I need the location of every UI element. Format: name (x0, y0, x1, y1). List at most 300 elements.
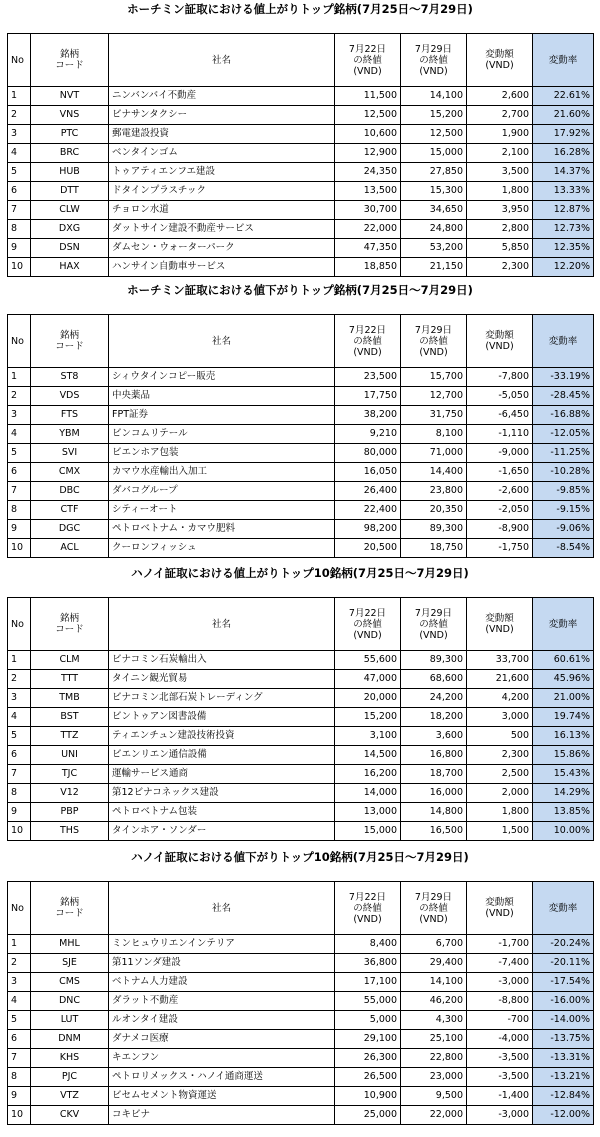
cell-stock-code: TTT (31, 670, 109, 689)
table-row (8, 1068, 594, 1087)
cell-close-jul29: 12,500 (401, 125, 467, 144)
cell-close-jul22: 5,000 (335, 1011, 401, 1030)
table-row (8, 144, 594, 163)
cell-row-number: 9 (8, 803, 31, 822)
cell-change-amount: 1,800 (467, 182, 533, 201)
column-header-company-name: 社名 (109, 315, 335, 368)
cell-company-name: タインホア・ソンダー (109, 822, 335, 841)
cell-company-name: ビナコミン北部石炭トレーディング (109, 689, 335, 708)
cell-close-jul22: 26,500 (335, 1068, 401, 1087)
cell-row-number: 1 (8, 87, 31, 106)
cell-company-name: ビントゥアン図書設備 (109, 708, 335, 727)
cell-change-amount: -1,750 (467, 539, 533, 558)
cell-close-jul29: 14,800 (401, 803, 467, 822)
cell-stock-code: MHL (31, 935, 109, 954)
cell-close-jul22: 30,700 (335, 201, 401, 220)
cell-change-rate: -13.75% (533, 1030, 594, 1049)
ranking-table (7, 597, 594, 841)
cell-change-rate: -16.00% (533, 992, 594, 1011)
cell-close-jul22: 36,800 (335, 954, 401, 973)
cell-change-rate: 12.73% (533, 220, 594, 239)
column-header-row-number: No (8, 315, 31, 368)
table-row (8, 106, 594, 125)
cell-change-rate: 60.61% (533, 651, 594, 670)
cell-change-rate: 22.61% (533, 87, 594, 106)
cell-change-amount: -3,000 (467, 973, 533, 992)
cell-change-rate: 13.33% (533, 182, 594, 201)
cell-company-name: ベンタインゴム (109, 144, 335, 163)
cell-change-rate: -12.84% (533, 1087, 594, 1106)
cell-stock-code: BRC (31, 144, 109, 163)
cell-change-rate: -28.45% (533, 387, 594, 406)
cell-company-name: ビセムセメント物資運送 (109, 1087, 335, 1106)
cell-change-rate: 21.60% (533, 106, 594, 125)
cell-company-name: ビエンリエン通信設備 (109, 746, 335, 765)
table-row (8, 803, 594, 822)
cell-change-rate: 12.20% (533, 258, 594, 277)
cell-row-number: 1 (8, 935, 31, 954)
cell-change-amount: 2,800 (467, 220, 533, 239)
column-header-stock-code: 銘柄 コード (31, 598, 109, 651)
cell-change-amount: -4,000 (467, 1030, 533, 1049)
cell-row-number: 4 (8, 425, 31, 444)
cell-close-jul22: 47,350 (335, 239, 401, 258)
cell-close-jul22: 10,900 (335, 1087, 401, 1106)
cell-close-jul29: 18,700 (401, 765, 467, 784)
cell-row-number: 10 (8, 539, 31, 558)
column-header-close-jul22: 7月22日 の終値 (VND) (335, 315, 401, 368)
cell-change-rate: 19.74% (533, 708, 594, 727)
cell-close-jul29: 3,600 (401, 727, 467, 746)
column-header-stock-code: 銘柄 コード (31, 34, 109, 87)
cell-close-jul22: 17,100 (335, 973, 401, 992)
cell-company-name: タイニン観光貿易 (109, 670, 335, 689)
cell-close-jul29: 71,000 (401, 444, 467, 463)
table-row (8, 425, 594, 444)
column-header-close-jul29: 7月29日 の終値 (VND) (401, 598, 467, 651)
cell-company-name: ハンサイン自動車サービス (109, 258, 335, 277)
cell-company-name: ペトロベトナム・カマウ肥料 (109, 520, 335, 539)
cell-company-name: ビエンホア包装 (109, 444, 335, 463)
cell-stock-code: KHS (31, 1049, 109, 1068)
cell-company-name: ダムセン・ウォーターパーク (109, 239, 335, 258)
cell-row-number: 1 (8, 368, 31, 387)
cell-row-number: 8 (8, 501, 31, 520)
cell-row-number: 7 (8, 482, 31, 501)
cell-change-amount: -3,500 (467, 1049, 533, 1068)
cell-change-rate: -11.25% (533, 444, 594, 463)
cell-row-number: 10 (8, 822, 31, 841)
column-header-close-jul29: 7月29日 の終値 (VND) (401, 882, 467, 935)
cell-close-jul29: 6,700 (401, 935, 467, 954)
table-row (8, 973, 594, 992)
cell-close-jul29: 46,200 (401, 992, 467, 1011)
cell-company-name: コキビナ (109, 1106, 335, 1125)
cell-change-amount: 5,850 (467, 239, 533, 258)
cell-company-name: ビナサンタクシー (109, 106, 335, 125)
column-header-change-amount: 変動額 (VND) (467, 315, 533, 368)
ranking-table (7, 881, 594, 1125)
cell-change-amount: 33,700 (467, 651, 533, 670)
cell-change-amount: -6,450 (467, 406, 533, 425)
cell-stock-code: DGC (31, 520, 109, 539)
cell-stock-code: CKV (31, 1106, 109, 1125)
cell-change-amount: -7,400 (467, 954, 533, 973)
cell-company-name: ペトロベトナム包装 (109, 803, 335, 822)
cell-change-rate: 21.00% (533, 689, 594, 708)
cell-company-name: FPT証券 (109, 406, 335, 425)
cell-change-rate: -9.85% (533, 482, 594, 501)
cell-change-amount: 2,300 (467, 746, 533, 765)
cell-stock-code: V12 (31, 784, 109, 803)
table-header-row (8, 315, 594, 368)
cell-change-rate: 16.13% (533, 727, 594, 746)
cell-company-name: ルオンタイ建設 (109, 1011, 335, 1030)
table-row (8, 406, 594, 425)
cell-close-jul22: 14,500 (335, 746, 401, 765)
cell-company-name: ベトナム人力建設 (109, 973, 335, 992)
cell-change-rate: 45.96% (533, 670, 594, 689)
cell-stock-code: TMB (31, 689, 109, 708)
table-row (8, 954, 594, 973)
cell-change-rate: -9.15% (533, 501, 594, 520)
cell-close-jul22: 55,600 (335, 651, 401, 670)
cell-row-number: 4 (8, 708, 31, 727)
cell-row-number: 6 (8, 746, 31, 765)
ranking-table (7, 33, 594, 277)
cell-row-number: 7 (8, 1049, 31, 1068)
cell-stock-code: SJE (31, 954, 109, 973)
cell-change-amount: 2,000 (467, 784, 533, 803)
cell-stock-code: VTZ (31, 1087, 109, 1106)
cell-close-jul22: 24,350 (335, 163, 401, 182)
cell-company-name: ビンコムリテール (109, 425, 335, 444)
cell-stock-code: UNI (31, 746, 109, 765)
cell-stock-code: BST (31, 708, 109, 727)
cell-row-number: 6 (8, 1030, 31, 1049)
cell-stock-code: CLM (31, 651, 109, 670)
cell-stock-code: NVT (31, 87, 109, 106)
table-row (8, 501, 594, 520)
cell-change-rate: -12.05% (533, 425, 594, 444)
cell-company-name: ダットサイン建設不動産サービス (109, 220, 335, 239)
column-header-change-rate: 変動率 (533, 882, 594, 935)
cell-change-rate: 10.00% (533, 822, 594, 841)
cell-stock-code: VDS (31, 387, 109, 406)
cell-change-rate: -10.28% (533, 463, 594, 482)
column-header-row-number: No (8, 34, 31, 87)
column-header-change-amount: 変動額 (VND) (467, 34, 533, 87)
cell-row-number: 2 (8, 387, 31, 406)
cell-stock-code: CLW (31, 201, 109, 220)
table-row (8, 1011, 594, 1030)
cell-stock-code: PJC (31, 1068, 109, 1087)
cell-change-rate: -8.54% (533, 539, 594, 558)
cell-row-number: 2 (8, 106, 31, 125)
cell-close-jul22: 10,600 (335, 125, 401, 144)
cell-close-jul29: 53,200 (401, 239, 467, 258)
cell-close-jul22: 55,000 (335, 992, 401, 1011)
cell-change-amount: -1,400 (467, 1087, 533, 1106)
cell-row-number: 5 (8, 163, 31, 182)
cell-row-number: 3 (8, 406, 31, 425)
cell-company-name: ビナコミン石炭輸出入 (109, 651, 335, 670)
cell-stock-code: ACL (31, 539, 109, 558)
cell-change-rate: 12.87% (533, 201, 594, 220)
cell-company-name: ダバコグループ (109, 482, 335, 501)
table-row (8, 784, 594, 803)
ranking-table (7, 314, 594, 558)
cell-close-jul29: 24,800 (401, 220, 467, 239)
table-row (8, 727, 594, 746)
cell-company-name: クーロンフィッシュ (109, 539, 335, 558)
cell-company-name: シィウタインコピー販売 (109, 368, 335, 387)
cell-row-number: 6 (8, 182, 31, 201)
cell-close-jul22: 11,500 (335, 87, 401, 106)
table-row (8, 182, 594, 201)
cell-row-number: 2 (8, 670, 31, 689)
column-header-stock-code: 銘柄 コード (31, 315, 109, 368)
cell-change-amount: 1,900 (467, 125, 533, 144)
cell-change-amount: 21,600 (467, 670, 533, 689)
section-title: ホーチミン証取における値上がりトップ銘柄(7月25日～7月29日) (127, 2, 473, 16)
cell-row-number: 5 (8, 727, 31, 746)
cell-close-jul29: 23,000 (401, 1068, 467, 1087)
table-row (8, 689, 594, 708)
cell-stock-code: LUT (31, 1011, 109, 1030)
cell-stock-code: SVI (31, 444, 109, 463)
cell-stock-code: HUB (31, 163, 109, 182)
cell-close-jul22: 13,000 (335, 803, 401, 822)
cell-change-amount: 2,300 (467, 258, 533, 277)
cell-stock-code: HAX (31, 258, 109, 277)
cell-close-jul29: 16,000 (401, 784, 467, 803)
cell-row-number: 2 (8, 954, 31, 973)
cell-close-jul29: 23,800 (401, 482, 467, 501)
cell-stock-code: PBP (31, 803, 109, 822)
cell-change-rate: -33.19% (533, 368, 594, 387)
cell-change-rate: -16.88% (533, 406, 594, 425)
cell-close-jul29: 89,300 (401, 520, 467, 539)
cell-change-amount: -3,500 (467, 1068, 533, 1087)
table-row (8, 765, 594, 784)
table-row (8, 1106, 594, 1125)
table-row (8, 708, 594, 727)
cell-company-name: ミンヒュウリエンインテリア (109, 935, 335, 954)
cell-close-jul22: 15,000 (335, 822, 401, 841)
cell-close-jul22: 18,850 (335, 258, 401, 277)
cell-row-number: 8 (8, 1068, 31, 1087)
cell-change-amount: 2,500 (467, 765, 533, 784)
cell-change-amount: 2,100 (467, 144, 533, 163)
cell-stock-code: PTC (31, 125, 109, 144)
cell-row-number: 3 (8, 973, 31, 992)
cell-close-jul22: 20,000 (335, 689, 401, 708)
cell-stock-code: DTT (31, 182, 109, 201)
cell-change-rate: -20.11% (533, 954, 594, 973)
column-header-close-jul22: 7月22日 の終値 (VND) (335, 882, 401, 935)
cell-row-number: 1 (8, 651, 31, 670)
cell-company-name: ニンバンバイ不動産 (109, 87, 335, 106)
cell-close-jul29: 14,100 (401, 973, 467, 992)
cell-change-amount: 500 (467, 727, 533, 746)
table-row (8, 822, 594, 841)
cell-company-name: シティーオート (109, 501, 335, 520)
cell-change-amount: -1,700 (467, 935, 533, 954)
cell-change-amount: -8,800 (467, 992, 533, 1011)
cell-row-number: 3 (8, 125, 31, 144)
cell-change-amount: 3,950 (467, 201, 533, 220)
cell-close-jul29: 15,700 (401, 368, 467, 387)
section-title: ハノイ証取における値下がりトップ10銘柄(7月25日～7月29日) (131, 850, 469, 864)
table-row (8, 163, 594, 182)
table-row (8, 1030, 594, 1049)
cell-close-jul29: 15,000 (401, 144, 467, 163)
table-row (8, 444, 594, 463)
cell-change-rate: -17.54% (533, 973, 594, 992)
cell-change-rate: 14.37% (533, 163, 594, 182)
cell-change-rate: 15.86% (533, 746, 594, 765)
cell-close-jul22: 9,210 (335, 425, 401, 444)
cell-close-jul29: 16,500 (401, 822, 467, 841)
table-row (8, 539, 594, 558)
cell-close-jul22: 13,500 (335, 182, 401, 201)
cell-close-jul29: 18,750 (401, 539, 467, 558)
table-row (8, 387, 594, 406)
cell-stock-code: DNC (31, 992, 109, 1011)
cell-close-jul22: 25,000 (335, 1106, 401, 1125)
cell-close-jul22: 26,300 (335, 1049, 401, 1068)
cell-close-jul22: 80,000 (335, 444, 401, 463)
cell-change-amount: -8,900 (467, 520, 533, 539)
cell-change-amount: -3,000 (467, 1106, 533, 1125)
cell-row-number: 4 (8, 144, 31, 163)
cell-change-amount: -700 (467, 1011, 533, 1030)
cell-row-number: 5 (8, 1011, 31, 1030)
cell-row-number: 10 (8, 258, 31, 277)
cell-close-jul29: 21,150 (401, 258, 467, 277)
cell-stock-code: ST8 (31, 368, 109, 387)
cell-company-name: キエンフン (109, 1049, 335, 1068)
column-header-close-jul29: 7月29日 の終値 (VND) (401, 315, 467, 368)
column-header-change-rate: 変動率 (533, 598, 594, 651)
cell-change-amount: 2,700 (467, 106, 533, 125)
column-header-close-jul29: 7月29日 の終値 (VND) (401, 34, 467, 87)
cell-stock-code: YBM (31, 425, 109, 444)
cell-change-rate: -12.00% (533, 1106, 594, 1125)
column-header-company-name: 社名 (109, 882, 335, 935)
cell-close-jul29: 22,800 (401, 1049, 467, 1068)
column-header-close-jul22: 7月22日 の終値 (VND) (335, 598, 401, 651)
table-row (8, 258, 594, 277)
cell-row-number: 7 (8, 201, 31, 220)
cell-close-jul22: 16,200 (335, 765, 401, 784)
cell-change-rate: 12.35% (533, 239, 594, 258)
table-header-row (8, 598, 594, 651)
table-row (8, 670, 594, 689)
column-header-change-rate: 変動率 (533, 34, 594, 87)
cell-change-amount: -1,650 (467, 463, 533, 482)
cell-close-jul22: 22,400 (335, 501, 401, 520)
cell-close-jul29: 31,750 (401, 406, 467, 425)
cell-change-amount: -2,050 (467, 501, 533, 520)
table-row (8, 239, 594, 258)
cell-stock-code: VNS (31, 106, 109, 125)
cell-close-jul29: 24,200 (401, 689, 467, 708)
table-row (8, 201, 594, 220)
section-title: ホーチミン証取における値下がりトップ銘柄(7月25日～7月29日) (127, 283, 473, 297)
cell-close-jul29: 14,100 (401, 87, 467, 106)
cell-close-jul29: 34,650 (401, 201, 467, 220)
cell-change-amount: 3,500 (467, 163, 533, 182)
cell-company-name: ドタインプラスチック (109, 182, 335, 201)
column-header-change-amount: 変動額 (VND) (467, 598, 533, 651)
cell-close-jul29: 9,500 (401, 1087, 467, 1106)
cell-change-rate: -20.24% (533, 935, 594, 954)
cell-close-jul22: 38,200 (335, 406, 401, 425)
cell-company-name: 郵電建設投資 (109, 125, 335, 144)
cell-close-jul22: 3,100 (335, 727, 401, 746)
cell-stock-code: CTF (31, 501, 109, 520)
cell-change-amount: -9,000 (467, 444, 533, 463)
table-row (8, 463, 594, 482)
column-header-stock-code: 銘柄 コード (31, 882, 109, 935)
table-row (8, 368, 594, 387)
cell-change-amount: 1,500 (467, 822, 533, 841)
cell-company-name: 第11ソンダ建設 (109, 954, 335, 973)
cell-change-rate: -13.31% (533, 1049, 594, 1068)
cell-close-jul29: 15,300 (401, 182, 467, 201)
cell-row-number: 9 (8, 1087, 31, 1106)
cell-close-jul22: 47,000 (335, 670, 401, 689)
cell-change-amount: 2,600 (467, 87, 533, 106)
cell-company-name: 中央薬品 (109, 387, 335, 406)
column-header-change-amount: 変動額 (VND) (467, 882, 533, 935)
cell-close-jul22: 8,400 (335, 935, 401, 954)
cell-company-name: 運輸サービス通商 (109, 765, 335, 784)
cell-change-amount: -1,110 (467, 425, 533, 444)
cell-change-amount: -7,800 (467, 368, 533, 387)
cell-stock-code: FTS (31, 406, 109, 425)
cell-change-amount: 4,200 (467, 689, 533, 708)
cell-company-name: チョロン水道 (109, 201, 335, 220)
cell-change-rate: 16.28% (533, 144, 594, 163)
cell-row-number: 5 (8, 444, 31, 463)
cell-change-rate: -14.00% (533, 1011, 594, 1030)
cell-change-amount: -2,600 (467, 482, 533, 501)
cell-company-name: ダラット不動産 (109, 992, 335, 1011)
cell-stock-code: DNM (31, 1030, 109, 1049)
column-header-row-number: No (8, 882, 31, 935)
cell-close-jul29: 8,100 (401, 425, 467, 444)
cell-stock-code: DBC (31, 482, 109, 501)
table-row (8, 651, 594, 670)
cell-close-jul29: 14,400 (401, 463, 467, 482)
cell-close-jul22: 23,500 (335, 368, 401, 387)
table-row (8, 1049, 594, 1068)
cell-close-jul22: 98,200 (335, 520, 401, 539)
cell-close-jul29: 27,850 (401, 163, 467, 182)
cell-stock-code: DXG (31, 220, 109, 239)
cell-close-jul29: 22,000 (401, 1106, 467, 1125)
cell-company-name: ダナメコ医療 (109, 1030, 335, 1049)
cell-close-jul29: 20,350 (401, 501, 467, 520)
cell-change-rate: 17.92% (533, 125, 594, 144)
cell-close-jul29: 89,300 (401, 651, 467, 670)
cell-stock-code: THS (31, 822, 109, 841)
cell-close-jul29: 16,800 (401, 746, 467, 765)
cell-close-jul29: 25,100 (401, 1030, 467, 1049)
